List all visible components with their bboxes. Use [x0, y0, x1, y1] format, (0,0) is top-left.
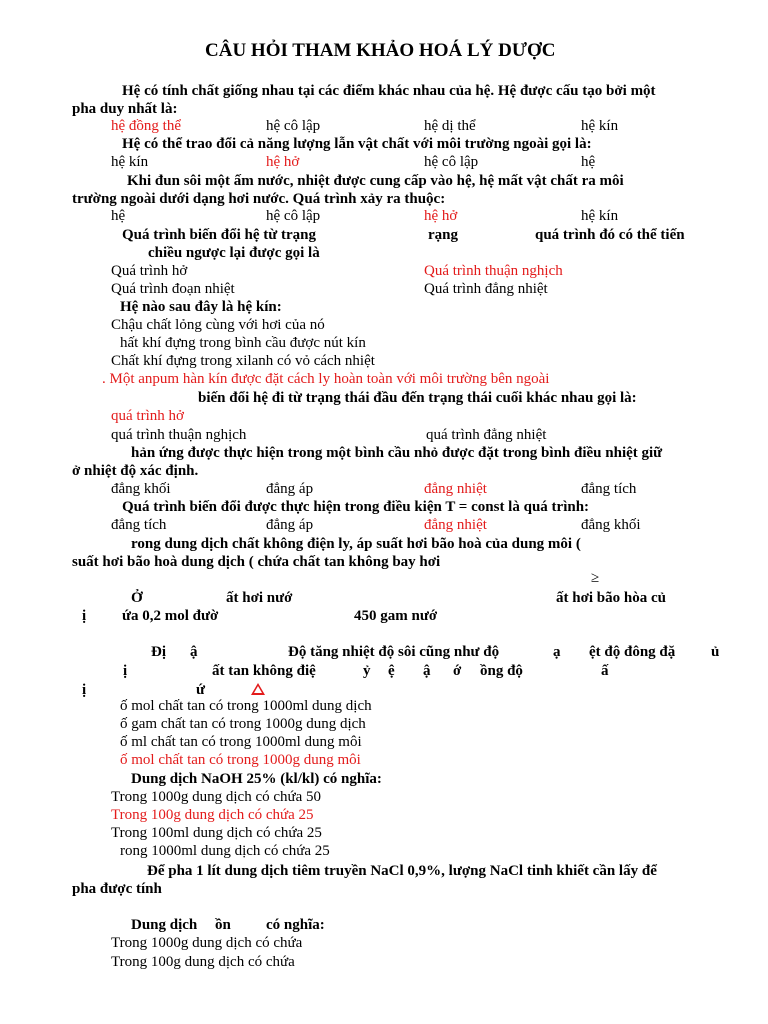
q8-option-b: đẳng áp	[266, 517, 314, 533]
q12-option-a: Trong 1000g dung dịch có chứa 50	[111, 789, 322, 805]
q12-option-b: Trong 100g dung dịch có chứa 25	[111, 807, 314, 823]
q11-frag-a3: Độ tăng nhiệt độ sôi cũng như độ	[288, 644, 500, 660]
q12-option-d: rong 1000ml dung dịch có chứa 25	[120, 843, 330, 859]
q14-frag-a1: Dung dịch	[131, 917, 198, 933]
q8-option-d: đẳng khối	[581, 517, 641, 533]
q11-frag-c1: ị	[82, 682, 87, 698]
q5-option-d: . Một anpum hàn kín được đặt cách ly hoàn toàn với môi trường bên ngoài	[102, 371, 550, 387]
q11-frag-a5: ệt độ đông đặ	[589, 644, 676, 660]
q6-option-a: quá trình hở	[111, 408, 184, 424]
q10-frag-b2: ứa 0,2 mol đườ	[122, 608, 219, 624]
q8-option-c: đẳng nhiệt	[424, 517, 487, 533]
q1-text-line2: pha duy nhất là:	[72, 101, 178, 117]
q14-frag-a3: có nghĩa:	[266, 917, 325, 933]
q3-text-line2: trường ngoài dưới dạng hơi nước. Quá trình xảy ra thuộc:	[72, 191, 446, 207]
q11-option-b: ố gam chất tan có trong 1000g dung dịch	[120, 716, 366, 732]
q1-option-b: hệ cô lập	[266, 118, 321, 134]
q2-option-d: hệ	[581, 154, 596, 170]
q10-frag-b3: 450 gam nướ	[354, 608, 438, 624]
q10-frag-b1: ị	[82, 608, 87, 624]
q4-text-line2: chiều ngược lại được gọi là	[148, 245, 320, 261]
q1-option-d: hệ kín	[581, 118, 619, 134]
q4-text-part-c: quá trình đó có thể tiến	[535, 227, 685, 243]
q8-option-a: đẳng tích	[111, 517, 167, 533]
q5-text-line1: Hệ nào sau đây là hệ kín:	[120, 299, 282, 315]
q2-option-a: hệ kín	[111, 154, 149, 170]
q4-option-a: Quá trình hở	[111, 263, 188, 279]
q11-frag-a6: ủ	[711, 644, 720, 660]
q2-text-line1: Hệ có thể trao đổi cả năng lượng lẫn vật chất với môi trường ngoài gọi là:	[122, 136, 592, 152]
q4-option-c: Quá trình đoạn nhiệt	[111, 281, 235, 297]
q14-option-b: Trong 100g dung dịch có chứa	[111, 954, 295, 970]
q11-option-d: ố mol chất tan có trong 1000g dung môi	[120, 752, 361, 768]
q13-text-line2: pha được tính	[72, 881, 162, 897]
q2-option-c: hệ cô lập	[424, 154, 479, 170]
q1-option-a: hệ đồng thể	[111, 118, 181, 134]
q11-frag-b8: ấ	[601, 663, 609, 679]
q7-option-d: đẳng tích	[581, 481, 637, 497]
q10-frag-a2: ất hơi nướ	[226, 590, 293, 606]
q11-option-a: ố mol chất tan có trong 1000ml dung dịch	[120, 698, 372, 714]
q4-option-b: Quá trình thuận nghịch	[424, 263, 563, 279]
q11-frag-b4: ệ	[388, 663, 395, 679]
q9-text-line1: rong dung dịch chất không điện ly, áp suất hơi bão hoà của dung môi (	[131, 536, 581, 552]
q10-frag-a1: Ở	[131, 590, 143, 606]
q2-option-b: hệ hở	[266, 154, 300, 170]
q7-option-b: đẳng áp	[266, 481, 314, 497]
q12-option-c: Trong 100ml dung dịch có chứa 25	[111, 825, 322, 841]
q11-frag-b6: ớ	[453, 663, 462, 679]
q14-option-a: Trong 1000g dung dịch có chứa	[111, 935, 303, 951]
q5-option-b: hất khí đựng trong bình cầu được nút kín	[120, 335, 366, 351]
q7-option-c: đẳng nhiệt	[424, 481, 487, 497]
q11-option-c: ố ml chất tan có trong 1000ml dung môi	[120, 734, 362, 750]
q1-option-c: hệ dị thể	[424, 118, 476, 134]
q8-text-line1: Quá trình biến đổi được thực hiện trong điều kiện T = const là quá trình:	[122, 499, 590, 515]
q12-text-line1: Dung dịch NaOH 25% (kl/kl) có nghĩa:	[131, 771, 382, 787]
q7-text-line1: hản ứng được thực hiện trong một bình cầu nhỏ được đặt trong bình điều nhiệt giữ	[131, 445, 663, 461]
q6-option-b: quá trình thuận nghịch	[111, 427, 247, 443]
q11-frag-a4: ạ	[553, 644, 561, 660]
q4-option-d: Quá trình đẳng nhiệt	[424, 281, 548, 297]
q3-option-b: hệ cô lập	[266, 208, 321, 224]
q3-option-d: hệ kín	[581, 208, 619, 224]
page-title: CÂU HỎI THAM KHẢO HOÁ LÝ DƯỢC	[205, 40, 556, 61]
q9-symbol: ≥	[591, 570, 600, 586]
warning-triangle-icon	[251, 683, 265, 695]
q11-frag-b1: ị	[123, 663, 128, 679]
q4-text-part-b: rạng	[428, 227, 458, 243]
q1-text-line1: Hệ có tính chất giống nhau tại các điểm khác nhau của hệ. Hệ được cấu tạo bởi một	[122, 83, 656, 99]
q6-text-line1: biến đổi hệ đi từ trạng thái đầu đến trạng thái cuối khác nhau gọi là:	[198, 390, 637, 406]
q5-option-a: Chậu chất lỏng cùng với hơi của nó	[111, 317, 325, 333]
q11-frag-a1: Đị	[151, 644, 166, 660]
q11-frag-b7: ồng độ	[480, 663, 523, 679]
q11-frag-c2: ứ	[196, 682, 206, 698]
q13-text-line1: Để pha 1 lít dung dịch tiêm truyền NaCl 0,9%, lượng NaCl tinh khiết cần lấy để	[147, 863, 657, 879]
q11-frag-b3: ỷ	[363, 663, 371, 679]
q4-text-part-a: Quá trình biến đổi hệ từ trạng	[122, 227, 317, 243]
q3-text-line1: Khi đun sôi một ấm nước, nhiệt được cung cấp vào hệ, hệ mất vật chất ra môi	[127, 173, 624, 189]
q3-option-a: hệ	[111, 208, 126, 224]
q7-option-a: đẳng khối	[111, 481, 171, 497]
q3-option-c: hệ hở	[424, 208, 458, 224]
q10-frag-a3: ất hơi bão hòa củ	[556, 590, 666, 606]
q7-text-line2: ở nhiệt độ xác định.	[72, 463, 199, 479]
q11-frag-b5: ậ	[423, 663, 431, 679]
q6-option-c: quá trình đẳng nhiệt	[426, 427, 547, 443]
q14-frag-a2: ồn	[215, 917, 231, 933]
q5-option-c: Chất khí đựng trong xilanh có vỏ cách nhiệt	[111, 353, 375, 369]
q11-frag-b2: ất tan không điệ	[212, 663, 316, 679]
q11-frag-a2: ậ	[190, 644, 198, 660]
q9-text-line2: suất hơi bão hoà dung dịch ( chứa chất tan không bay hơi	[72, 554, 441, 570]
